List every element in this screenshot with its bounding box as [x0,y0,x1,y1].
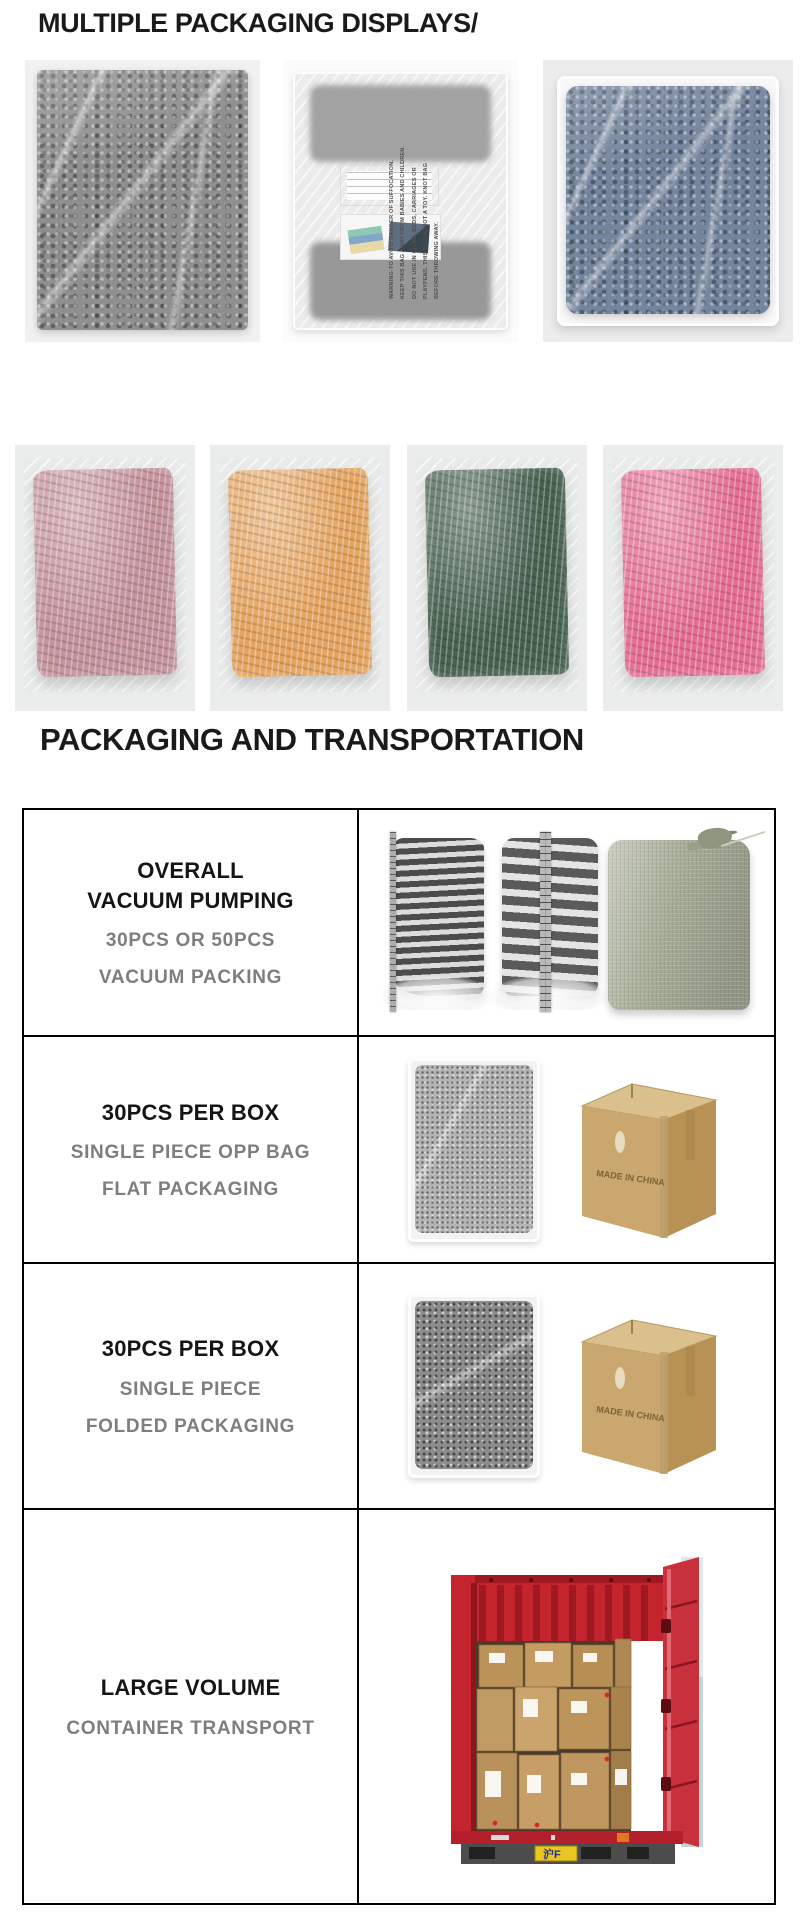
flat-packed-mat-photo [408,1058,540,1242]
packaging-table [22,808,776,1905]
row-subtitle: FOLDED PACKAGING [85,1415,296,1437]
photo-vacuum-pack-green [407,445,587,711]
plastic-sheen [37,70,248,330]
grey-chenille-mat [37,70,248,330]
table-row-1-text [24,810,359,1037]
page-title: MULTIPLE PACKAGING DISPLAYS/ [38,8,478,38]
folded-packed-mat-photo [408,1294,540,1478]
blue-chenille-mat [566,86,770,314]
box-label: MADE IN CHINA [595,1404,665,1424]
mat-stack [394,838,484,996]
table-row-1-images [359,810,774,1037]
vacuum-mat-rose [621,467,766,677]
vacuum-mat-orange [228,467,373,677]
stacked-mats-ruler-photo [384,834,488,1012]
box-label: MADE IN CHINA [595,1167,665,1188]
container-truck-photo [431,1549,703,1864]
photo-vacuum-pack-orange [210,445,390,711]
table-row-3-images [359,1264,774,1510]
suffocation-warning-text: WARNING-TO AVOID DANGER OF SUFFOCATION, KEEP THIS BAG AWAY FROM BABIES AND CHILDREN. DO NOT USE IN CRIBS, BEDS, CARRIAGES OR PLAYPENS. THIS BAG IS NOT A TOY. KNOT BAG BEFORE THROWING AWAY. [388,145,440,299]
table-row-2-text [24,1037,359,1264]
cardboard-box [568,1058,726,1242]
photo-grey-mat-opp-bag [283,60,518,342]
grey-mat-folded [415,1301,533,1469]
vacuum-mat-green [425,467,570,677]
license-plate: 沪F [542,1849,561,1861]
packaging-section-title: PACKAGING AND TRANSPORTATION [40,722,584,757]
row-subtitle: VACUUM PACKING [98,966,283,988]
ruler [390,832,396,1012]
grey-mat-flat [415,1065,533,1233]
ruler [540,832,551,1012]
photo-blue-mat-bag [543,60,793,342]
table-row-4-images [359,1510,774,1903]
stacked-mats-closeup-photo [496,834,600,1012]
photo-vacuum-pack-rose [603,445,783,711]
row-title: LARGE VOLUME [100,1675,281,1701]
woven-bale-photo [608,840,750,1010]
opp-bag [293,72,508,330]
mini-mats-image [348,226,385,255]
row-title: OVERALL VACUUM PUMPING [87,858,294,913]
row-subtitle: CONTAINER TRANSPORT [66,1717,315,1739]
row-title: 30PCS PER BOX [101,1099,280,1125]
row-subtitle: SINGLE PIECE [119,1378,262,1400]
plastic-sheen [566,86,770,314]
row-subtitle: SINGLE PIECE OPP BAG [70,1142,311,1164]
photo-vacuum-pack-pink [15,445,195,711]
photo-grey-mat-wrapped [25,60,260,342]
bale-knot [696,824,733,851]
row-title: 30PCS PER BOX [101,1336,280,1362]
clear-bag [557,76,779,326]
table-row-3-text [24,1264,359,1510]
row-subtitle: FLAT PACKAGING [102,1179,279,1201]
row-subtitle: 30PCS OR 50PCS [105,929,276,951]
table-row-4-text [24,1510,359,1903]
table-row-2-images [359,1037,774,1264]
vacuum-mat-pink [33,467,178,677]
cardboard-box [568,1294,726,1478]
